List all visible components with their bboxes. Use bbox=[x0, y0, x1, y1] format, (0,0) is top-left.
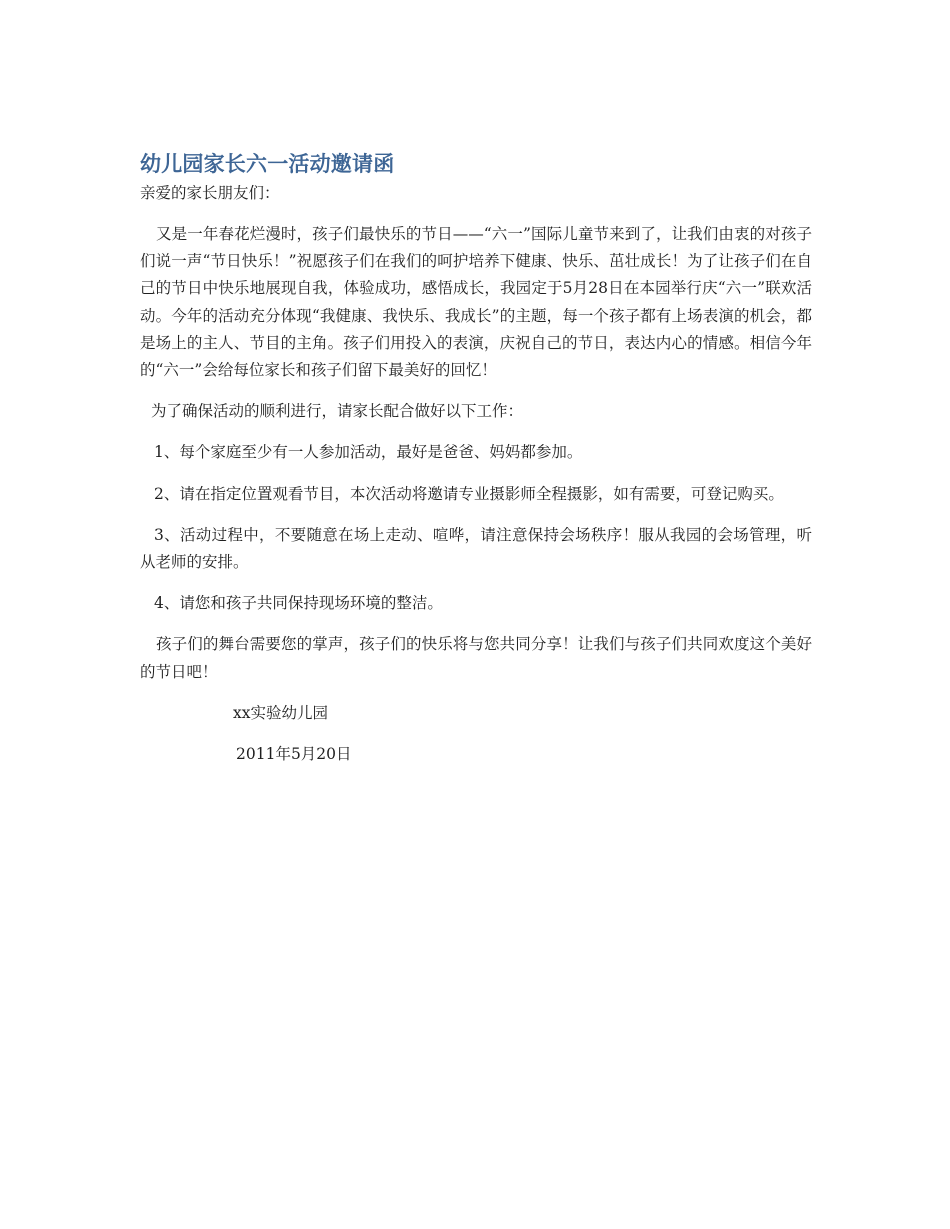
requirement-item-4: 4、请您和孩子共同保持现场环境的整洁。 bbox=[154, 594, 443, 613]
requirement-item-3: 3、活动过程中，不要随意在场上走动、喧哗，请注意保持会场秩序！服从我园的会场管理，听从老师的安排。 bbox=[140, 525, 812, 572]
document-title: 幼儿园家长六一活动邀请函 bbox=[140, 152, 395, 176]
requirements-intro: 为了确保活动的顺利进行，请家长配合做好以下工作： bbox=[151, 402, 524, 421]
letter-date: 2011年5月20日 bbox=[236, 744, 352, 763]
requirement-item-2: 2、请在指定位置观看节目，本次活动将邀请专业摄影师全程摄影，如有需要，可登记购买。 bbox=[154, 484, 784, 503]
requirement-item-1: 1、每个家庭至少有一人参加活动，最好是爸爸、妈妈都参加。 bbox=[154, 443, 583, 462]
closing-paragraph: 孩子们的舞台需要您的掌声，孩子们的快乐将与您共同分享！让我们与孩子们共同欢度这个美好的节日吧！ bbox=[140, 635, 812, 681]
sender-name: xx实验幼儿园 bbox=[233, 703, 328, 722]
intro-paragraph: 又是一年春花烂漫时，孩子们最快乐的节日——“六一”国际儿童节来到了，让我们由衷的对孩子们说一声“节日快乐！”祝愿孩子们在我们的呵护培养下健康、快乐、茁壮成长！为了让孩子们在自己的节日中快乐地展现自我，体验成功，感悟成长，我园定于5月28日在本园举行庆“六一”联欢活动。今年的活动充分体现“我健康、我快乐、我成长”的主题，每一个孩子都有上场表演的机会，都是场上的主人、节目的主角。孩子们用投入的表演，庆祝自己的节日，表达内心的情感。相信今年的“六一”会给每位家长和孩子们留下最美好的回忆！ bbox=[140, 225, 812, 380]
document-page bbox=[140, 148, 812, 782]
greeting-line: 亲爱的家长朋友们： bbox=[140, 184, 280, 202]
